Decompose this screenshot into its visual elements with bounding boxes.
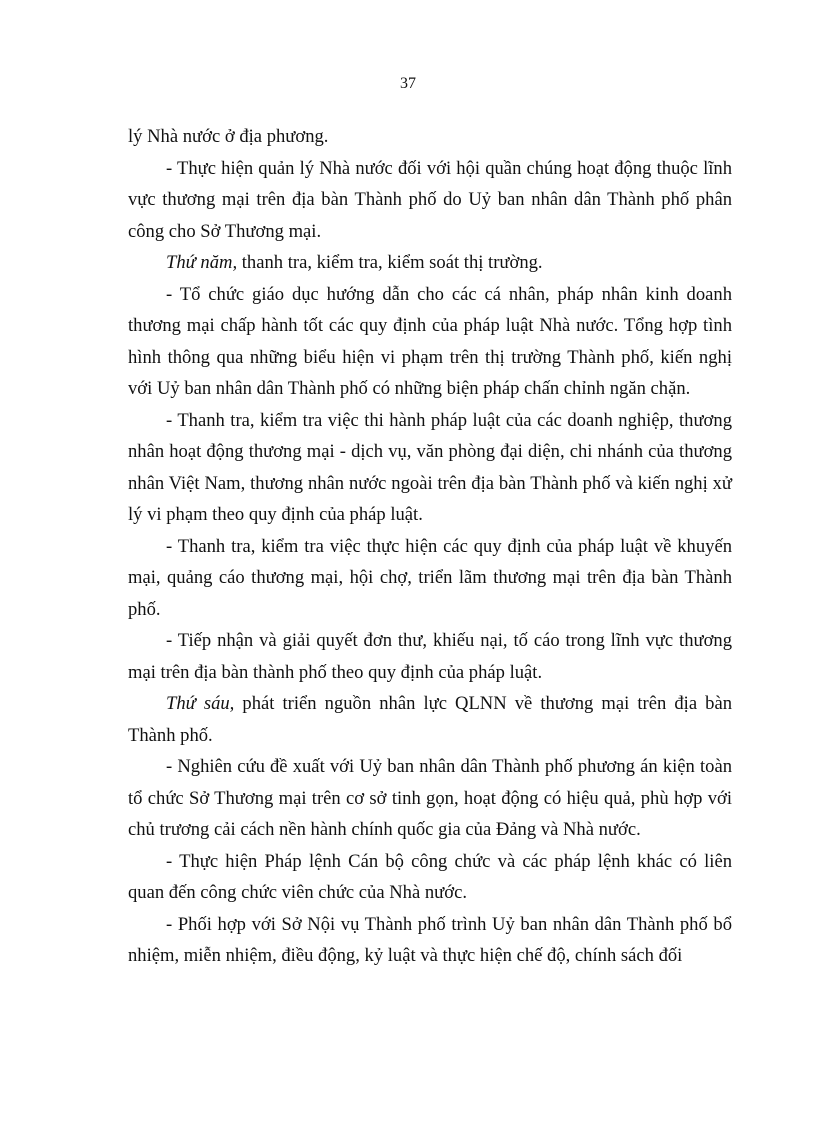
paragraph-5 bbox=[128, 405, 732, 531]
paragraph-lead: Thứ năm, bbox=[166, 252, 238, 273]
paragraph-text: thanh tra, kiểm tra, kiểm soát thị trường. bbox=[237, 252, 543, 273]
paragraph-text: phát triển nguồn nhân lực QLNN về thương mại trên địa bàn Thành phố. bbox=[128, 693, 732, 746]
paragraph-4 bbox=[128, 279, 732, 405]
paragraph-8-heading bbox=[128, 688, 732, 751]
paragraph-text: - Thực hiện Pháp lệnh Cán bộ công chức và các pháp lệnh khác có liên quan đến công chức viên chức của Nhà nước. bbox=[128, 850, 732, 903]
paragraph-1 bbox=[128, 121, 732, 153]
paragraph-text: - Thanh tra, kiểm tra việc thi hành pháp luật của các doanh nghiệp, thương nhân hoạt động thương mại - dịch vụ, văn phòng đại diện, chi nhánh của thương nhân Việt Nam, thương nhân nước ngoài trên địa bàn Thành phố và kiến nghị xử lý vi phạm theo quy định của pháp luật. bbox=[128, 409, 732, 525]
paragraph-9 bbox=[128, 751, 732, 846]
paragraph-11 bbox=[128, 909, 732, 972]
paragraph-7 bbox=[128, 625, 732, 688]
paragraph-text: lý Nhà nước ở địa phương. bbox=[128, 126, 329, 147]
paragraph-text: - Phối hợp với Sở Nội vụ Thành phố trình Uỷ ban nhân dân Thành phố bổ nhiệm, miễn nhiệm, điều động, kỷ luật và thực hiện chế độ, chính sách đối bbox=[128, 913, 732, 966]
paragraph-text: - Thực hiện quản lý Nhà nước đối với hội quần chúng hoạt động thuộc lĩnh vực thương mại trên địa bàn Thành phố do Uỷ ban nhân dân Thành phố phân công cho Sở Thương mại. bbox=[128, 157, 732, 242]
paragraph-lead: Thứ sáu, bbox=[166, 693, 235, 714]
paragraph-text: - Tiếp nhận và giải quyết đơn thư, khiếu nại, tố cáo trong lĩnh vực thương mại trên địa bàn thành phố theo quy định của pháp luật. bbox=[128, 630, 732, 683]
paragraph-text: - Thanh tra, kiểm tra việc thực hiện các quy định của pháp luật về khuyến mại, quảng cáo thương mại, hội chợ, triển lãm thương mại trên địa bàn Thành phố. bbox=[128, 535, 732, 620]
paragraph-6 bbox=[128, 531, 732, 626]
paragraph-10 bbox=[128, 846, 732, 909]
paragraph-text: - Nghiên cứu đề xuất với Uỷ ban nhân dân Thành phố phương án kiện toàn tổ chức Sở Thương mại trên cơ sở tinh gọn, hoạt động có hiệu quả, phù hợp với chủ trương cải cách nền hành chính quốc gia của Đảng và Nhà nước. bbox=[128, 756, 732, 840]
paragraph-3-heading bbox=[128, 247, 732, 279]
paragraph-text: - Tổ chức giáo dục hướng dẫn cho các cá nhân, pháp nhân kinh doanh thương mại chấp hành tốt các quy định của pháp luật Nhà nước. Tổng hợp tình hình thông qua những biểu hiện vi phạm trên thị trường Thành phố, kiến nghị với Uỷ ban nhân dân Thành phố có những biện pháp chấn chỉnh ngăn chặn. bbox=[128, 283, 732, 399]
page-number: 37 bbox=[400, 75, 416, 92]
body-text bbox=[128, 121, 732, 972]
paragraph-2 bbox=[128, 153, 732, 248]
